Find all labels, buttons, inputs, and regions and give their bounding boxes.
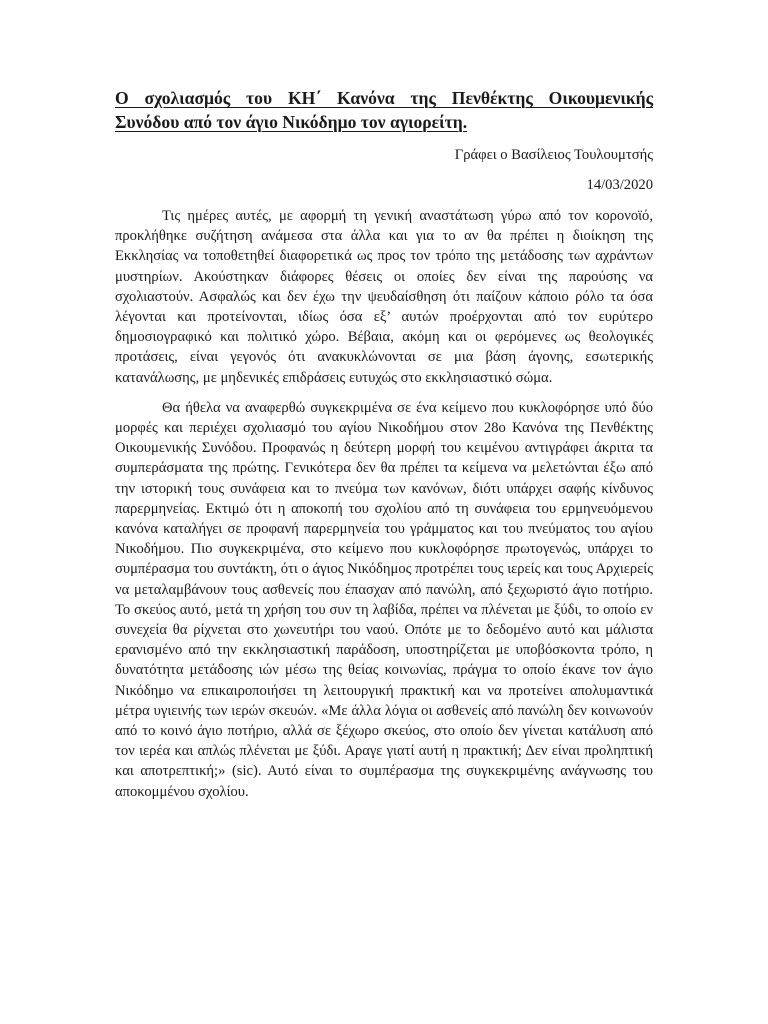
- title-line-1: Ο σχολιασμός του ΚΗ΄ Κανόνα της Πενθέκτης Οικουμενικής: [115, 88, 653, 108]
- paragraph-1: Τις ημέρες αυτές, με αφορμή τη γενική αναστάτωση γύρω από τον κορονοϊό, προκλήθηκε συζήτηση ανάμεσα στα άλλα και για το αν θα πρέπει η διοίκηση της Εκκλησίας να τοποθετηθεί διαφορετικά ως προς τον τρόπο της μετάδοσης των αχράντων μυστηρίων. Ακούστηκαν διάφορες θέσεις οι οποίες δεν είναι της παρούσης να σχολιαστούν. Ασφαλώς και δεν έχω την ψευδαίσθηση ότι παίζουν κάποιο ρόλο τα όσα λέγονται και προτείνονται, ιδίως όσα εξ’ αυτών προέρχονται από τον ευρύτερο δημοσιογραφικό και πολιτικό χώρο. Βέβαια, ακόμη και οι φερόμενες ως θεολογικές προτάσεις, είναι γεγονός ότι ανακυκλώνονται σε μια βάση άγονης, εσωτερικής κατανάλωσης, με μηδενικές επιδράσεις ευτυχώς στο εκκλησιαστικό σώμα.: [115, 208, 653, 386]
- author-byline: Γράφει ο Βασίλειος Τουλουμτσής: [454, 147, 653, 163]
- publication-date: 14/03/2020: [586, 177, 653, 193]
- paragraph-2: Θα ήθελα να αναφερθώ συγκεκριμένα σε ένα κείμενο που κυκλοφόρησε υπό δύο μορφές και περιέχει σχολιασμό του αγίου Νικοδήμου στον 28ο Κανόνα της Πενθέκτης Οικουμενικής Συνόδου. Προφανώς η δεύτερη μορφή του κειμένου αντιγράφει άκριτα τα συμπεράσματα της πρώτης. Γενικότερα δεν θα πρέπει τα κείμενα να μελετώνται έξω από την ιστορική τους συνάφεια και το πνεύμα των κανόνων, διότι υπάρχει σαφής κίνδυνος παρερμηνείας. Εκτιμώ ότι η αποκοπή του σχολίου από τη συνάφεια του ερμηνευόμενου κανόνα καταλήγει σε προφανή παρερμηνεία του γράμματος και του πνεύματος του αγίου Νικοδήμου. Πιο συγκεκριμένα, στο κείμενο που κυκλοφόρησε πρωτογενώς, υπάρχει το συμπέρασμα του συντάκτη, ότι ο άγιος Νικόδημος προτρέπει τους ιερείς και τους Αρχιερείς να μεταλαμβάνουν τους ασθενείς που έπασχαν από πανώλη, από ξεχωριστό άγιο ποτήριο. Το σκεύος αυτό, μετά τη χρήση του συν τη λαβίδα, πρέπει να πλένεται με ξύδι, το οποίο εν συνεχεία θα ρίχνεται στο χωνευτήρι του ναού. Οπότε με το δεδομένο αυτό και μάλιστα ερανισμένο από την εκκλησιαστική παράδοση, υποστηρίζεται με υποβόσκοντα τρόπο, η δυνατότητα μετάδοσης ιών μέσω της θείας κοινωνίας, πράγμα το οποίο έκανε τον άγιο Νικόδημο να επικαιροποιήσει τη λειτουργική πρακτική και να προτείνει απολυμαντικά μέτρα υγιεινής των ιερών σκευών. «Με άλλα λόγια οι ασθενείς από πανώλη δεν κοινωνούν από το κοινό άγιο ποτήριο, αλλά σε ξέχωρο σκεύος, στο οποίο δεν γίνεται κατάλυση από τον ιερέα και απλώς πλένεται με ξύδι. Αραγε γιατί αυτή η πρακτική; Δεν είναι προληπτική και αποτρεπτική;» (sic). Αυτό είναι το συμπέρασμα της συγκεκριμένης ανάγνωσης του αποκομμένου σχολίου.: [115, 399, 653, 800]
- document-title: [115, 86, 653, 134]
- title-line-2: Συνόδου από τον άγιο Νικόδημο τον αγιορείτη.: [115, 112, 468, 132]
- document-page: [115, 86, 653, 802]
